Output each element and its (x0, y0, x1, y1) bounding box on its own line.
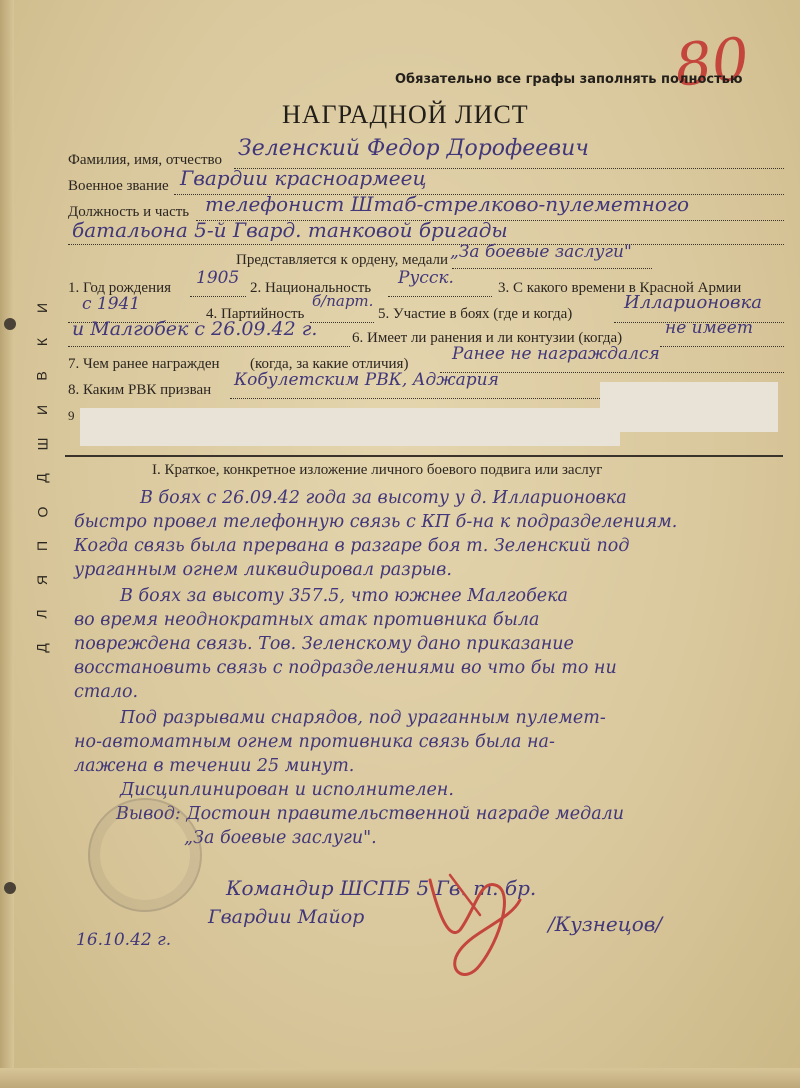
wounds-value: не имеет (665, 318, 753, 338)
rvk-label: 8. Каким РВК призван (68, 382, 212, 398)
paper-edge-left (0, 0, 14, 1088)
party-label: 4. Партийность (206, 306, 305, 322)
side-label-letter: Л (34, 609, 50, 619)
narrative-line: Когда связь была прервана в разгаре боя т. Зеленский под (74, 536, 630, 556)
narrative-line: Под разрывами снарядов, под ураганным пулемет- (120, 708, 606, 728)
army-since-label: 3. С какого времени в Красной Армии (498, 280, 742, 296)
narrative-line: Вывод: Достоин правительственной награде медали (116, 804, 625, 824)
side-label-letter: В (34, 371, 50, 381)
nationality-line (388, 296, 492, 297)
narrative-line: В боях за высоту 357.5, что южнее Малгобека (120, 586, 568, 606)
battles-label: 5. Участие в боях (где и когда) (378, 306, 573, 322)
section-title: I. Краткое, конкретное изложение личного боевого подвига или заслуг (152, 462, 603, 478)
birth-label: 1. Год рождения (68, 280, 172, 296)
side-label-letter: К (34, 337, 50, 347)
side-label-letter: И (34, 302, 50, 314)
name-label: Фамилия, имя, отчество (68, 152, 222, 168)
narrative-line: повреждена связь. Тов. Зеленскому дано приказание (74, 634, 574, 654)
narrative-line: стало. (74, 682, 139, 702)
section-rule (65, 455, 783, 457)
nationality-label: 2. Национальность (250, 280, 372, 296)
award-line (452, 268, 652, 269)
archive-number: 80 (671, 24, 753, 100)
position-value-2: батальона 5-й Гвард. танковой бригады (72, 218, 508, 242)
punch-hole (4, 882, 16, 894)
narrative-line: быстро провел телефонную связь с КП б-на к подразделениям. (74, 512, 678, 532)
wounds-line (660, 346, 784, 347)
award-label: Представляется к ордену, медали (236, 252, 448, 268)
nationality-value: Русск. (398, 268, 454, 288)
birth-line (190, 296, 246, 297)
paper-edge-bottom (0, 1068, 800, 1088)
side-label-vertical (30, 300, 54, 656)
rank-line: Гвардии Майор (208, 906, 365, 928)
narrative-line: но-автоматным огнем противника связь была на- (74, 732, 555, 752)
battles-value-2: и Малгобек с 26.09.42 г. (72, 318, 318, 340)
prev-awards-sub: (когда, за какие отличия) (250, 356, 409, 372)
name-value: Зеленский Федор Дорофеевич (238, 136, 589, 161)
rank-value: Гвардии красноармеец (180, 166, 427, 190)
award-value: „За боевые заслуги" (450, 242, 632, 262)
punch-hole (4, 318, 16, 330)
wounds-label: 6. Имеет ли ранения и ли контузии (когда) (352, 330, 623, 346)
battles-value-1: Илларионовка (624, 292, 762, 313)
signer-name: /Кузнецов/ (548, 912, 663, 936)
page-title: НАГРАДНОЙ ЛИСТ (282, 100, 529, 129)
position-line-2 (68, 244, 784, 245)
narrative-line: восстановить связь с подразделениями во что бы то ни (74, 658, 617, 678)
handwritten-signature (420, 860, 530, 990)
narrative-line: „За боевые заслуги". (184, 828, 377, 848)
round-seal-stamp (88, 798, 202, 912)
redaction-block (80, 408, 620, 446)
item-9-label: 9 (68, 408, 75, 423)
side-label-letter: Ш (34, 437, 50, 451)
rvk-value: Кобулетским РВК, Аджария (234, 370, 499, 390)
side-label-letter: Я (34, 574, 50, 586)
prev-awards-value: Ранее не награждался (452, 344, 660, 364)
redaction-block (600, 382, 778, 432)
commander-line: Командир ШСПБ 5 Гв. т. бр. (226, 876, 537, 900)
side-label-letter: П (34, 540, 50, 552)
fill-all-notice: Обязательно все графы заполнять полностью (395, 72, 743, 87)
narrative-line: Дисциплинирован и исполнителен. (120, 780, 454, 800)
side-label-letter: О (33, 506, 50, 518)
prev-awards-label: 7. Чем ранее награжден (68, 356, 220, 372)
narrative-line: ураганным огнем ликвидировал разрыв. (74, 560, 452, 580)
signature-date: 16.10.42 г. (76, 930, 172, 950)
position-label: Должность и часть (68, 204, 190, 220)
birth-value: 1905 (196, 268, 240, 288)
position-value-1: телефонист Штаб-стрелково-пулеметного (205, 192, 690, 216)
rank-label: Военное звание (68, 178, 169, 194)
narrative-line: лажена в течении 25 минут. (74, 756, 355, 776)
party-value: б/парт. (312, 292, 374, 310)
narrative-line: во время неоднократных атак противника была (74, 610, 540, 630)
party-line (310, 322, 374, 323)
side-label-letter: И (34, 404, 50, 416)
side-label-letter: Д (33, 473, 50, 483)
battles-line-2 (68, 346, 350, 347)
side-label-letter: Д (33, 643, 50, 653)
rvk-line (230, 398, 600, 399)
army-since-value: с 1941 (82, 294, 141, 314)
narrative-line: В боях с 26.09.42 года за высоту у д. Илларионовка (140, 488, 627, 508)
